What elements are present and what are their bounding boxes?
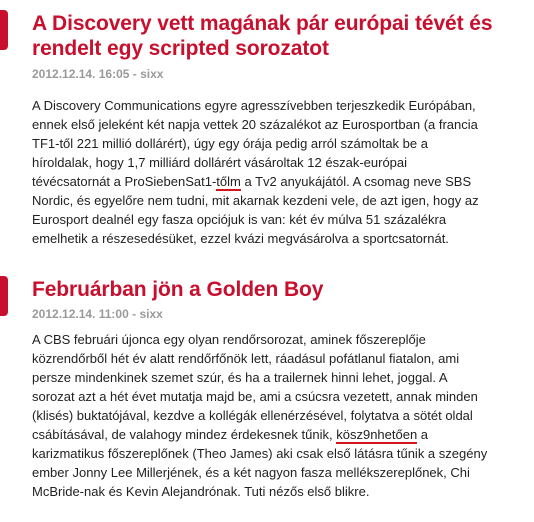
body-text: a Tv2 anyukájától. A csomag neve SBS <box>240 174 472 189</box>
post-body <box>32 330 528 501</box>
post-title-line[interactable]: rendelt egy scripted sorozatot <box>32 37 329 60</box>
post-title-line[interactable]: A Discovery vett magának pár európai tévét és <box>32 12 493 35</box>
meta-separator: - <box>129 67 141 81</box>
body-text: csábításával, de valahogy mindez érdekesnek tűnik, <box>32 427 337 442</box>
body-line: (klisés) buktatójával, kezdve a kollégák ellenérzésével, folytatva a sötét oldal <box>32 408 473 423</box>
body-line <box>32 172 528 191</box>
body-line <box>32 425 528 444</box>
body-line: A CBS februári újonca egy olyan rendőrsorozat, aminek főszereplője <box>32 332 426 347</box>
post-title-line[interactable]: Februárban jön a Golden Boy <box>32 278 324 301</box>
post-author: sixx <box>140 67 164 81</box>
post-title[interactable] <box>32 277 528 302</box>
post-body <box>32 96 528 248</box>
body-line: Nordic, és egyelőre nem tudni, mit akarnak kezdeni vele, de azt igen, hogy az <box>32 193 479 208</box>
body-line: A Discovery Communications egyre agresszívebben terjeszkedik Európában, <box>32 98 476 113</box>
body-line: McBride-nak és Kevin Alejandrónak. Tuti nézős első blikre. <box>32 484 370 499</box>
body-line: emelhetik a részesedésüket, ezzel kvázi megvásárolva a sportcsatornát. <box>32 231 449 246</box>
body-text: tévécsatornát a ProSiebenSat1- <box>32 174 217 189</box>
body-line: TF1-től 221 millió dollárért), úgy egy órája pedig arról számoltak be a <box>32 136 428 151</box>
post-accent-bar <box>0 10 8 50</box>
body-line: közrendőrből hét év alatt rendőrfőnök lett, ráadásul pofátlanul fiatalon, ami <box>32 351 460 366</box>
body-line: ennek első jeleként két napja vettek 20 százalékot az Eurosportban (a francia <box>32 117 478 132</box>
body-line: ember Jonny Lee Millerjének, és a két nagyon fasza mellékszereplőnek, Chi <box>32 465 470 480</box>
body-line: sorozat azt a hét évet mutatja majd be, ami a csúcsra vezetett, annak minden <box>32 389 478 404</box>
post-date: 2012.12.14. 11:00 <box>32 307 129 321</box>
post-author: sixx <box>139 307 163 321</box>
body-line: Eurosport dealnél egy fasza opciójuk is van: két év múlva 51 százalékra <box>32 212 447 227</box>
body-line: híroldalak, hogy 1,7 milliárd dollárért vásároltak 12 észak-európai <box>32 155 408 170</box>
body-line: karizmatikus főszereplőnek (Theo James) aki csak első látásra tűnik a szegény <box>32 446 488 461</box>
meta-separator: - <box>128 307 140 321</box>
inline-link[interactable]: tőlm <box>216 174 241 189</box>
post-meta <box>32 307 163 322</box>
post-title[interactable] <box>32 11 528 61</box>
inline-link[interactable]: kösz9nhetően <box>336 427 418 442</box>
post-accent-bar <box>0 276 8 316</box>
post-meta <box>32 67 163 82</box>
body-line: persze mindenkinek szemet szúr, és ha a trailernek hinni lehet, joggal. A <box>32 370 448 385</box>
post-date: 2012.12.14. 16:05 <box>32 67 130 81</box>
body-text: a <box>417 427 429 442</box>
